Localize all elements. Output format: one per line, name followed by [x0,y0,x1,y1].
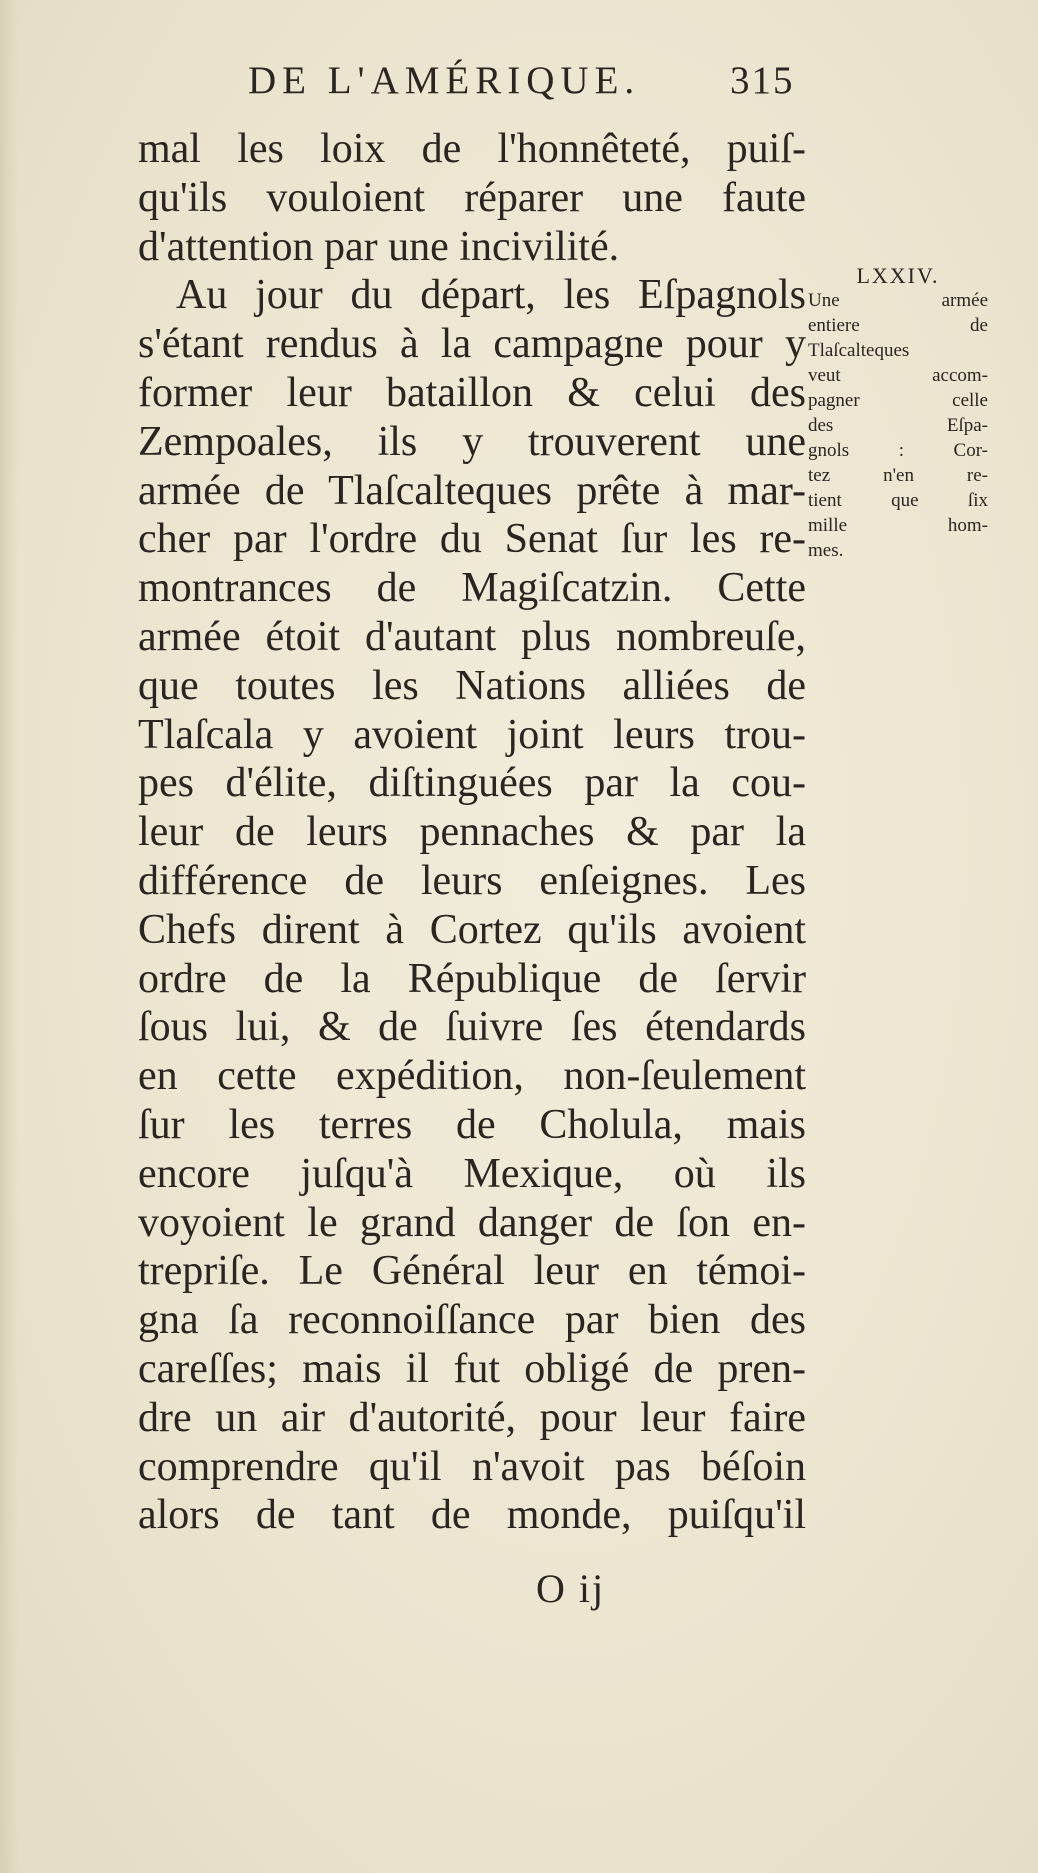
text-line: montrances de Magiſcatzin. Cette [138,565,806,612]
text-line: ordre de la République de ſervir [138,955,806,1002]
margin-note-line: pagner celle [808,390,988,411]
margin-note-line: des Eſpa- [808,415,988,436]
text-line: leur de leurs pennaches & par la [138,809,806,856]
margin-note-line: gnols : Cor- [808,440,988,461]
text-line: cher par l'ordre du Senat ſur les re- [138,516,806,563]
text-line: ſous lui, & de ſuivre ſes étendards [138,1004,806,1051]
margin-note-line: mille hom- [808,515,988,536]
text-line: ſur les terres de Cholula, mais [138,1101,806,1148]
text-line: trepriſe. Le Général leur en témoi- [138,1248,806,1295]
text-line: Tlaſcala y avoient joint leurs trou- [138,711,806,758]
margin-note-line: tient que ſix [808,490,988,511]
text-line: pes d'élite, diſtinguées par la cou- [138,760,806,807]
text-line: qu'ils vouloient réparer une faute [138,174,806,221]
text-line: armée étoit d'autant plus nombreuſe, [138,613,806,660]
text-line: alors de tant de monde, puiſqu'il [138,1492,806,1539]
page-number: 315 [730,59,795,102]
margin-note-line: entiere de [808,315,988,336]
page-gutter [0,0,18,1873]
text-line: mal les loix de l'honnêteté, puiſ- [138,126,806,172]
margin-note-number: LXXIV. [856,263,940,288]
margin-note-line: Tlaſcalteques [808,340,910,361]
text-line: que toutes les Nations alliées de [138,662,806,709]
text-line: former leur bataillon & celui des [138,369,806,416]
text-line: Au jour du départ, les Eſpagnols [176,272,806,319]
margin-note-line: mes. [808,540,844,561]
signature-mark: O ij [536,1566,606,1611]
text-line: d'attention par une incivilité. [138,223,620,270]
running-head-title: DE L'AMÉRIQUE. [248,59,641,102]
text-line: s'étant rendus à la campagne pour y [138,321,806,368]
text-line: Zempoales, ils y trouverent une [138,418,806,465]
body-text [138,125,806,1540]
text-line: gna ſa reconnoiſſance par bien des [138,1297,806,1344]
margin-note-line: Une armée [808,290,988,311]
text-line: voyoient le grand danger de ſon en- [138,1199,806,1246]
text-line: dre un air d'autorité, pour leur faire [138,1394,806,1441]
text-line: comprendre qu'il n'avoit pas béſoin [138,1443,806,1490]
running-head [248,58,795,103]
margin-note-line: veut accom- [808,365,988,386]
text-line: armée de Tlaſcalteques prête à mar- [138,467,806,514]
text-line: careſſes; mais il fut obligé de pren- [138,1345,806,1392]
margin-note [808,263,988,563]
text-line: différence de leurs enſeignes. Les [138,857,806,904]
text-line: Chefs dirent à Cortez qu'ils avoient [138,906,806,953]
text-line: encore juſqu'à Mexique, où ils [138,1150,806,1197]
margin-note-line: tez n'en re- [808,465,988,486]
text-line: en cette expédition, non-ſeulement [138,1053,806,1100]
